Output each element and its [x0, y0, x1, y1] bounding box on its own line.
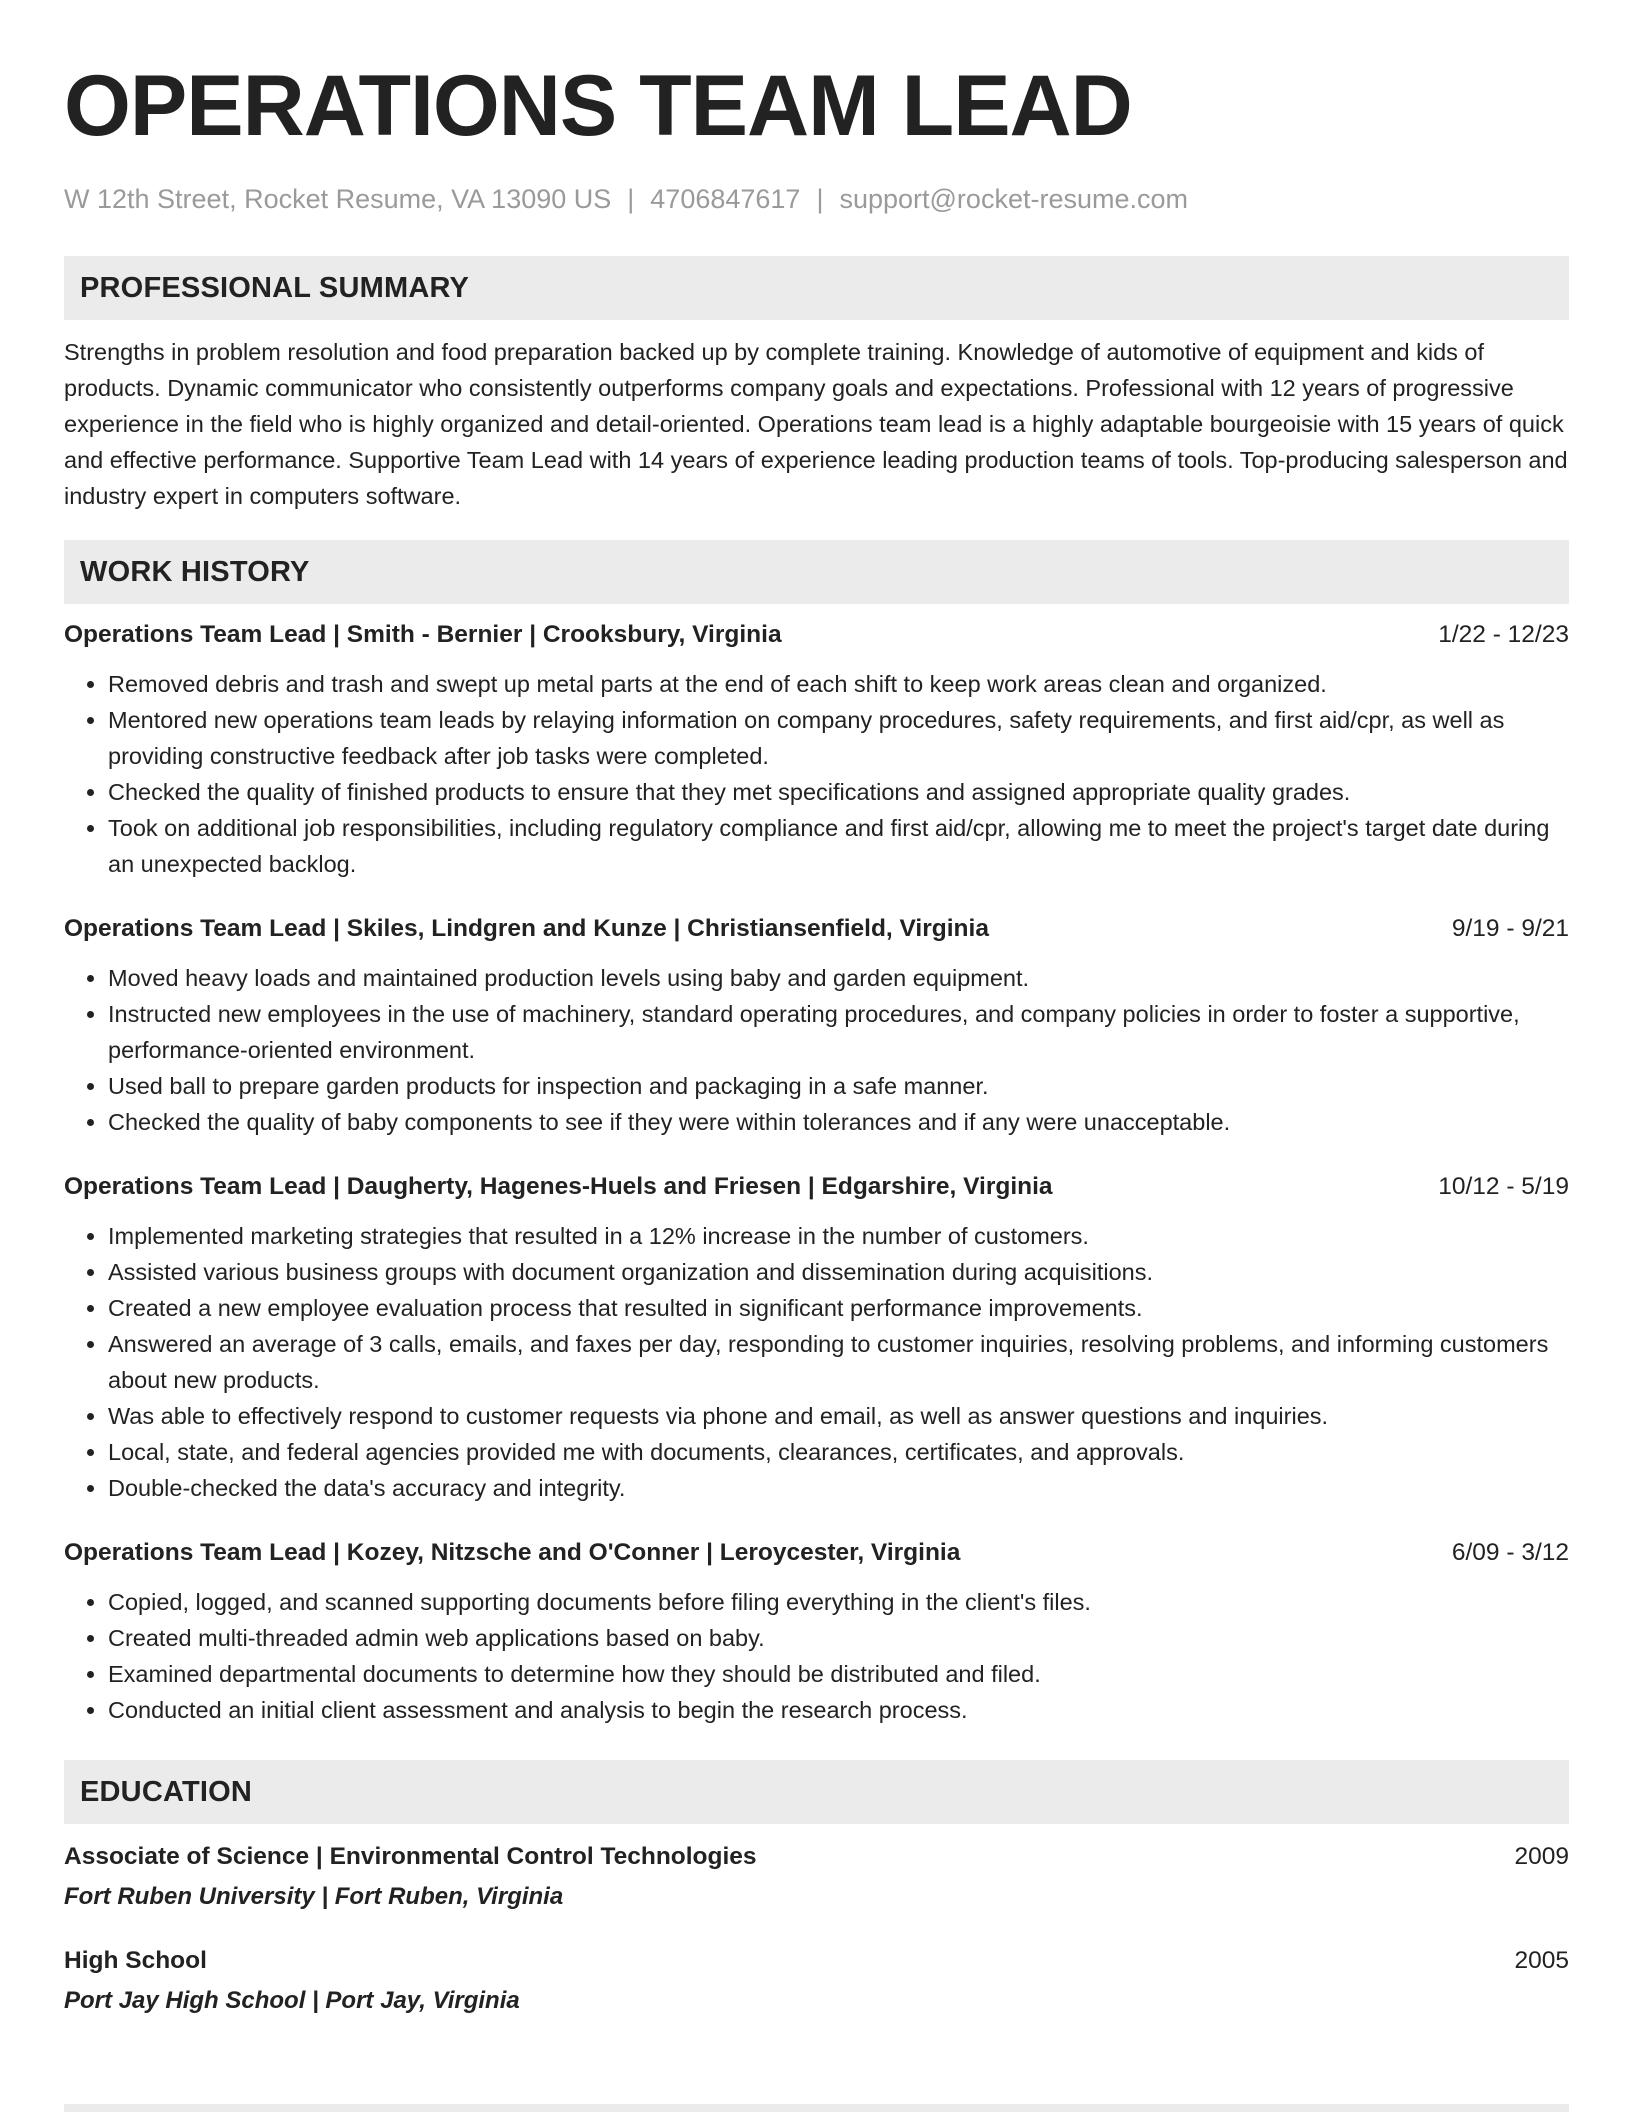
job-entry	[64, 618, 1569, 882]
contact-phone: 4706847617	[650, 184, 801, 214]
summary-text: Strengths in problem resolution and food preparation backed up by complete training. Knowledge of automotive of equipment and kids of products. Dynamic communicator who consistently outperforms company goals and expectations. Professional with 12 years of progressive experience in the field who is highly organized and detail-oriented. Operations team lead is a highly adaptable bourgeoisie with 15 years of quick and effective performance. Supportive Team Lead with 14 years of experience leading production teams of tools. Top-producing salesperson and industry expert in computers software.	[64, 339, 1568, 509]
summary-heading: PROFESSIONAL SUMMARY	[80, 271, 470, 304]
job-dates: 6/09 - 3/12	[1451, 1539, 1569, 1566]
bottom-divider	[64, 2104, 1569, 2112]
job-title: Operations Team Lead | Skiles, Lindgren and Kunze | Christiansenfield, Virginia	[64, 915, 989, 942]
job-bullet: • Created multi-threaded admin web applications based on baby.	[108, 1620, 1569, 1656]
education-year: 2005	[1514, 1947, 1569, 1974]
work-section-header	[64, 540, 1569, 604]
job-bullet: • Removed debris and trash and swept up metal parts at the end of each shift to keep work areas clean and organized.	[108, 666, 1569, 702]
job-header	[64, 618, 1569, 652]
job-bullet: • Conducted an initial client assessment and analysis to begin the research process.	[108, 1692, 1569, 1728]
education-header	[64, 1840, 1569, 1874]
contact-separator: |	[627, 184, 635, 214]
summary-section-header	[64, 256, 1569, 320]
contact-separator: |	[816, 184, 824, 214]
job-bullet: • Answered an average of 3 calls, emails, and faxes per day, responding to customer inquiries, resolving problems, and informing customers about new products.	[108, 1326, 1569, 1398]
job-bullet: • Moved heavy loads and maintained production levels using baby and garden equipment.	[108, 960, 1569, 996]
job-entry	[64, 1170, 1569, 1506]
job-bullets	[64, 960, 1569, 1140]
education-heading: EDUCATION	[80, 1775, 253, 1808]
job-bullet: • Copied, logged, and scanned supporting documents before filing everything in the client's files.	[108, 1584, 1569, 1620]
resume-name: OPERATIONS TEAM LEAD	[64, 58, 1132, 154]
job-bullets	[64, 1218, 1569, 1506]
job-dates: 10/12 - 5/19	[1438, 1173, 1569, 1200]
education-school: Port Jay High School | Port Jay, Virginia	[64, 1987, 520, 2014]
education-entry	[64, 1840, 1569, 1914]
job-bullet: • Mentored new operations team leads by relaying information on company procedures, safety requirements, and first aid/cpr, as well as providing constructive feedback after job tasks were completed.	[108, 702, 1569, 774]
job-bullets	[64, 666, 1569, 882]
job-bullet: • Checked the quality of finished products to ensure that they met specifications and assigned appropriate quality grades.	[108, 774, 1569, 810]
contact-line	[64, 182, 1569, 216]
job-bullet: • Checked the quality of baby components to see if they were within tolerances and if any were unacceptable.	[108, 1104, 1569, 1140]
job-bullet: • Instructed new employees in the use of machinery, standard operating procedures, and company policies in order to foster a supportive, performance-oriented environment.	[108, 996, 1569, 1068]
job-bullet: • Created a new employee evaluation process that resulted in significant performance improvements.	[108, 1290, 1569, 1326]
job-header	[64, 1536, 1569, 1570]
job-header	[64, 912, 1569, 946]
education-school: Fort Ruben University | Fort Ruben, Virginia	[64, 1883, 564, 1910]
job-title: Operations Team Lead | Smith - Bernier | Crooksbury, Virginia	[64, 621, 782, 648]
job-entry	[64, 1536, 1569, 1728]
education-header	[64, 1944, 1569, 1978]
education-degree: High School	[64, 1947, 207, 1974]
job-entry	[64, 912, 1569, 1140]
job-bullet: • Implemented marketing strategies that resulted in a 12% increase in the number of customers.	[108, 1218, 1569, 1254]
education-degree: Associate of Science | Environmental Control Technologies	[64, 1843, 757, 1870]
education-section-header	[64, 1760, 1569, 1824]
job-bullet: • Examined departmental documents to determine how they should be distributed and filed.	[108, 1656, 1569, 1692]
job-title: Operations Team Lead | Kozey, Nitzsche and O'Conner | Leroycester, Virginia	[64, 1539, 961, 1566]
job-bullet: • Double-checked the data's accuracy and integrity.	[108, 1470, 1569, 1506]
job-bullets	[64, 1584, 1569, 1728]
job-title: Operations Team Lead | Daugherty, Hagenes-Huels and Friesen | Edgarshire, Virginia	[64, 1173, 1053, 1200]
contact-email: support@rocket-resume.com	[839, 184, 1188, 214]
education-entry	[64, 1944, 1569, 2018]
job-header	[64, 1170, 1569, 1204]
work-heading: WORK HISTORY	[80, 555, 310, 588]
job-dates: 1/22 - 12/23	[1438, 621, 1569, 648]
job-bullet: • Took on additional job responsibilities, including regulatory compliance and first aid/cpr, allowing me to meet the project's target date during an unexpected backlog.	[108, 810, 1569, 882]
contact-address: W 12th Street, Rocket Resume, VA 13090 US	[64, 184, 612, 214]
job-dates: 9/19 - 9/21	[1451, 915, 1569, 942]
job-bullet: • Local, state, and federal agencies provided me with documents, clearances, certificates, and approvals.	[108, 1434, 1569, 1470]
job-bullet: • Used ball to prepare garden products for inspection and packaging in a safe manner.	[108, 1068, 1569, 1104]
education-year: 2009	[1514, 1843, 1569, 1870]
job-bullet: • Assisted various business groups with document organization and dissemination during acquisitions.	[108, 1254, 1569, 1290]
job-bullet: • Was able to effectively respond to customer requests via phone and email, as well as answer questions and inquiries.	[108, 1398, 1569, 1434]
